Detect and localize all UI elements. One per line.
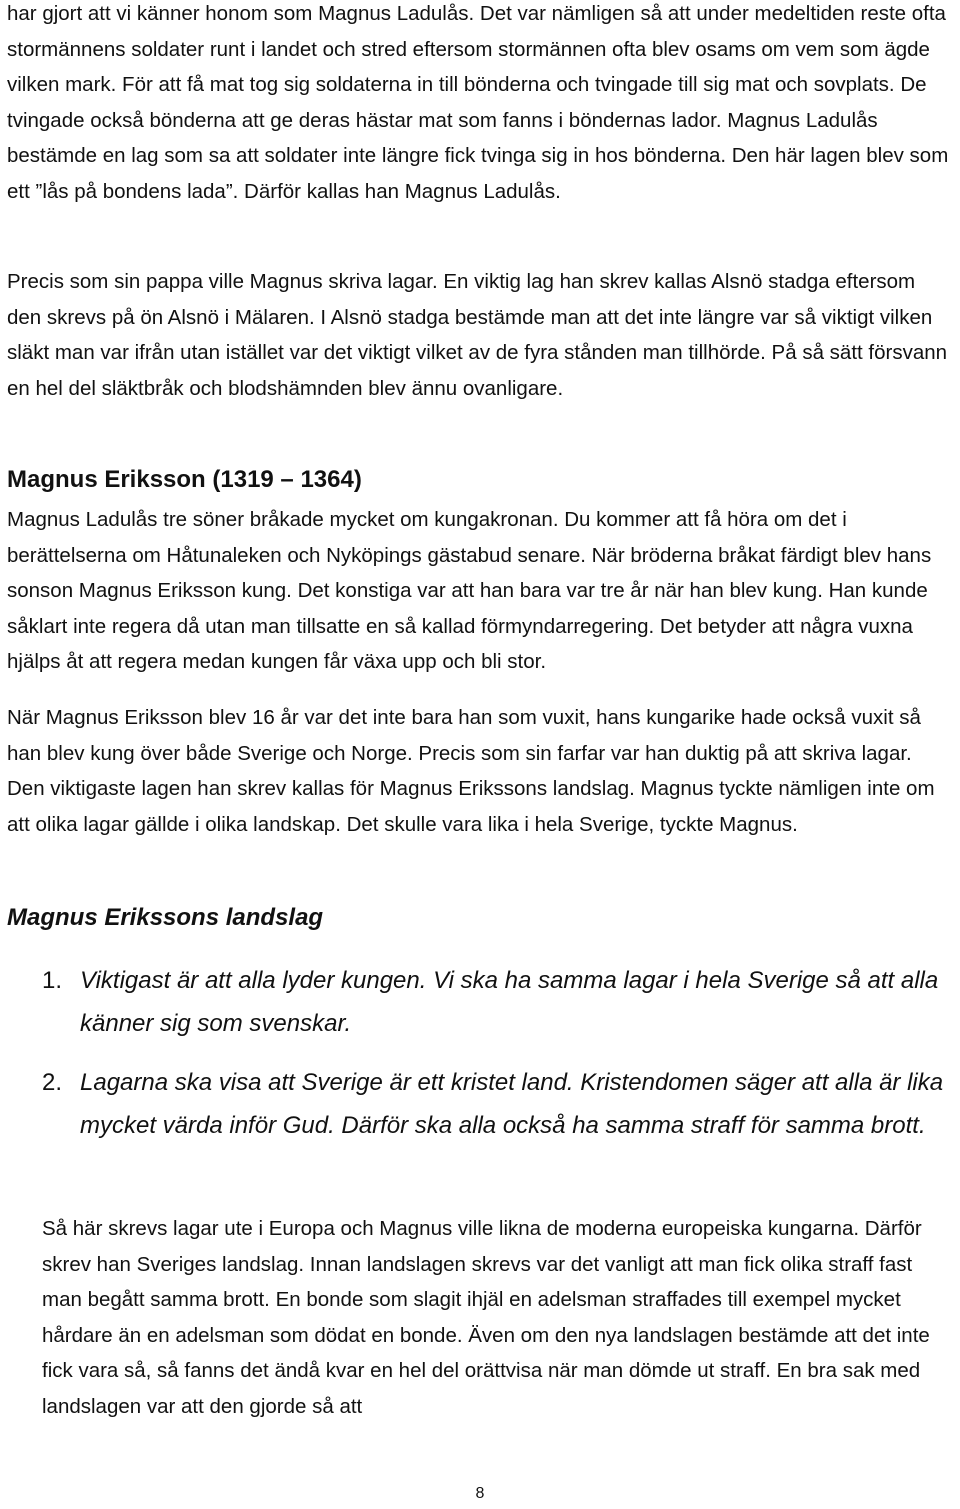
list-item-text: Viktigast är att alla lyder kungen. Vi ska ha samma lagar i hela Sverige så att alla känner sig som svenskar. [80,967,939,1037]
list-item-number: 1. [42,967,63,994]
landslag-list [0,960,960,1147]
list-item-text: Lagarna ska visa att Sverige är ett kristet land. Kristendomen säger att alla är lika mycket värda inför Gud. Därför ska alla också ha samma straff för samma brott. [80,1069,944,1139]
paragraph-alsno-stadga: Precis som sin pappa ville Magnus skriva lagar. En viktig lag han skrev kallas Alsnö stadga eftersom den skrevs på ön Alsnö i Mälaren. I Alsnö stadga bestämde man att det inte längre var så viktigt vilken släkt man var ifrån utan istället var det viktigt vilket av de fyra stånden man tillhörde. På så sätt försvann en hel del släktbråk och blodshämnden blev ännu ovanligare. [7,270,948,400]
heading-magnus-eriksson: Magnus Eriksson (1319 – 1364) [7,466,362,493]
paragraph-eriksson-king: När Magnus Eriksson blev 16 år var det inte bara han som vuxit, hans kungarike hade också vuxit så han blev kung över både Sverige och Norge. Precis som sin farfar var han duktig på att skriva lagar. Den viktigaste lagen han skrev kallas för Magnus Erikssons landslag. Magnus tyckte nämligen inte om att olika lagar gällde i olika landskap. Det skulle vara lika i hela Sverige, tyckte Magnus. [7,706,935,836]
page-number: 8 [475,1485,485,1502]
paragraph-ladulas-name: har gjort att vi känner honom som Magnus Ladulås. Det var nämligen så att under medeltiden reste ofta stormännens soldater runt i landet och stred eftersom stormännen ofta blev osams om vem som ägde vilken mark. För att få mat tog sig soldaterna in till bönderna och tvingade till sig mat och sovplats. De tvingade också bönderna att ge deras hästar mat som fanns i böndernas lador. Magnus Ladulås bestämde en lag som sa att soldater inte längre fick tvinga sig in hos bönderna. Den här lagen blev som ett ”lås på bondens lada”. Därför kallas han Magnus Ladulås. [7,2,949,203]
list-item-number: 2. [42,1069,63,1096]
list-item [0,1062,955,1147]
heading-landslag: Magnus Erikssons landslag [7,904,324,931]
paragraph-europe-laws: Så här skrevs lagar ute i Europa och Magnus ville likna de moderna europeiska kungarna. Därför skrev han Sveriges landslag. Innan landslagen skrevs var det vanligt att man fick olika straff fast man begått samma brott. En bonde som slagit ihjäl en adelsman straffades till exempel mycket hårdare än en adelsman som dödat en bonde. Även om den nya landslagen bestämde att det inte fick vara så, så fanns det ändå kvar en hel del orättvisa när man dömde ut straff. En bra sak med landslagen var att den gjorde så att [42,1217,930,1418]
paragraph-eriksson-intro: Magnus Ladulås tre söner bråkade mycket om kungakronan. Du kommer att få höra om det i berättelserna om Håtunaleken och Nyköpings gästabud senare. När bröderna bråkat färdigt blev hans sonson Magnus Eriksson kung. Det konstiga var att han bara var tre år när han blev kung. Han kunde såklart inte regera då utan man tillsatte en så kallad förmyndarregering. Det betyder att några vuxna hjälps åt att regera medan kungen får växa upp och bli stor. [7,508,932,673]
list-item [0,960,955,1045]
